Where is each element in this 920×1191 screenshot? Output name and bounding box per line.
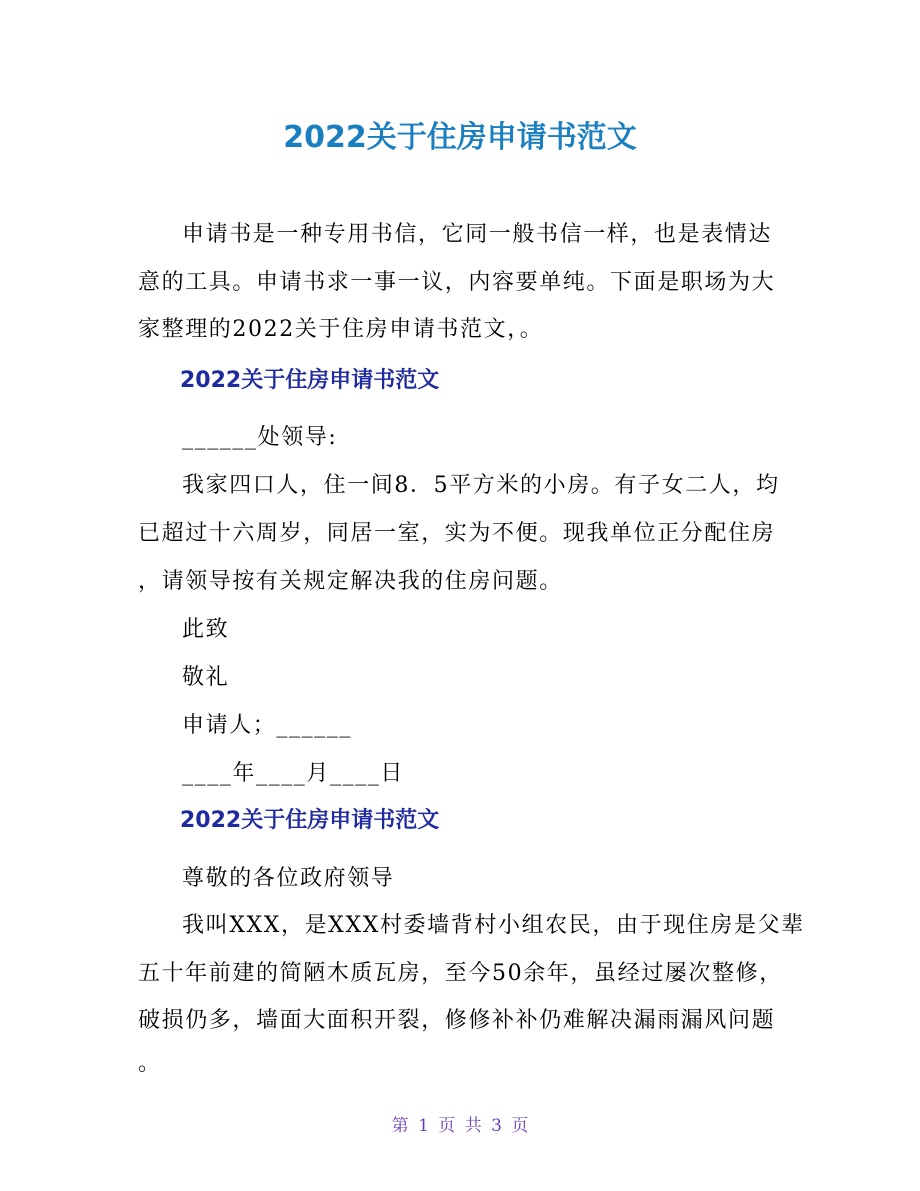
document-title: 2022关于住房申请书范文: [283, 120, 637, 155]
section-1-body-line-2: 已超过十六周岁，同居一室，实为不便。现我单位正分配住房: [138, 521, 776, 546]
page-number-footer: 第 1 页 共 3 页: [391, 1116, 529, 1136]
intro-line-1: 申请书是一种专用书信，它同一般书信一样，也是表情达: [182, 222, 773, 247]
section-1-body-line-3: ，请领导按有关规定解决我的住房问题。: [138, 569, 563, 594]
section-2-body-line-1: 我叫XXX，是XXX村委墙背村小组农民，由于现住房是父辈: [182, 913, 805, 938]
section-1-heading: 2022关于住房申请书范文: [180, 368, 440, 393]
section-2-body-line-4: 。: [138, 1051, 162, 1076]
section-1-closing-2: 敬礼: [182, 665, 230, 690]
section-1-salutation: ______处领导:: [182, 425, 338, 450]
section-1-closing-1: 此致: [182, 617, 230, 642]
section-1-applicant: 申请人；______: [182, 713, 353, 738]
section-1-body-line-1: 我家四口人，住一间8．5平方米的小房。有子女二人，均: [182, 473, 780, 498]
intro-line-2: 意的工具。申请书求一事一议，内容要单纯。下面是职场为大: [138, 270, 776, 295]
section-2-body-line-3: 破损仍多，墙面大面积开裂，修修补补仍难解决漏雨漏风问题: [138, 1008, 776, 1033]
intro-line-3: 家整理的2022关于住房申请书范文，。: [138, 317, 544, 342]
section-2-heading: 2022关于住房申请书范文: [180, 808, 440, 833]
section-1-date: ____年____月____日: [182, 761, 405, 786]
section-2-body-line-2: 五十年前建的简陋木质瓦房，至今50余年，虽经过屡次整修，: [138, 961, 783, 986]
section-2-salutation: 尊敬的各位政府领导: [182, 866, 395, 891]
